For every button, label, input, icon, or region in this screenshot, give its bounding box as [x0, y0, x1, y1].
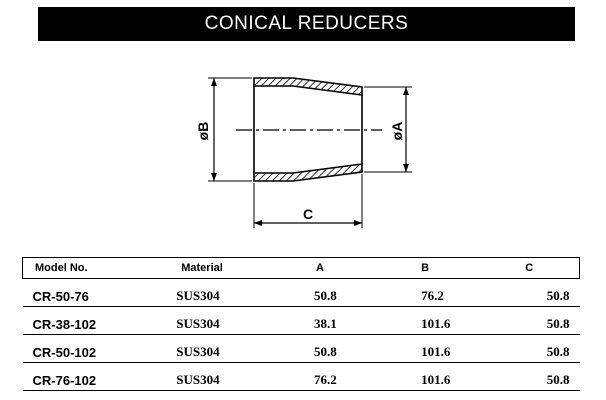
- header-c: C: [525, 258, 579, 279]
- table-row: [23, 307, 580, 335]
- table-row: [23, 279, 580, 307]
- cell-c: 50.8: [525, 307, 579, 335]
- header-model-no: Model No.: [23, 258, 177, 279]
- table-row: [23, 335, 580, 363]
- cell-material: SUS304: [176, 307, 314, 335]
- specs-table: [22, 257, 580, 391]
- table-header-row: [23, 258, 580, 279]
- cell-c: 50.8: [525, 279, 579, 307]
- cell-a: 50.8: [314, 335, 421, 363]
- cell-model: CR-38-102: [23, 307, 177, 335]
- header-material: Material: [176, 258, 314, 279]
- cell-b: 101.6: [421, 307, 525, 335]
- cell-material: SUS304: [176, 335, 314, 363]
- cell-b: 101.6: [421, 363, 525, 391]
- cell-a: 50.8: [314, 279, 421, 307]
- cell-material: SUS304: [176, 279, 314, 307]
- reducer-bottom-wall: [254, 164, 362, 181]
- cell-a: 38.1: [314, 307, 421, 335]
- header-a: A: [314, 258, 421, 279]
- cell-model: CR-76-102: [23, 363, 177, 391]
- cell-model: CR-50-76: [23, 279, 177, 307]
- cell-material: SUS304: [176, 363, 314, 391]
- cell-c: 50.8: [525, 363, 579, 391]
- cell-b: 76.2: [421, 279, 525, 307]
- dimension-b-label: øB: [195, 121, 211, 141]
- cell-b: 101.6: [421, 335, 525, 363]
- reducer-top-wall: [254, 78, 362, 95]
- header-b: B: [421, 258, 525, 279]
- dimension-c-label: C: [302, 206, 314, 222]
- dimension-a-label: øA: [389, 121, 405, 141]
- cell-model: CR-50-102: [23, 335, 177, 363]
- cell-c: 50.8: [525, 335, 579, 363]
- cell-a: 76.2: [314, 363, 421, 391]
- page-title: CONICAL REDUCERS: [38, 7, 575, 41]
- table-row: [23, 363, 580, 391]
